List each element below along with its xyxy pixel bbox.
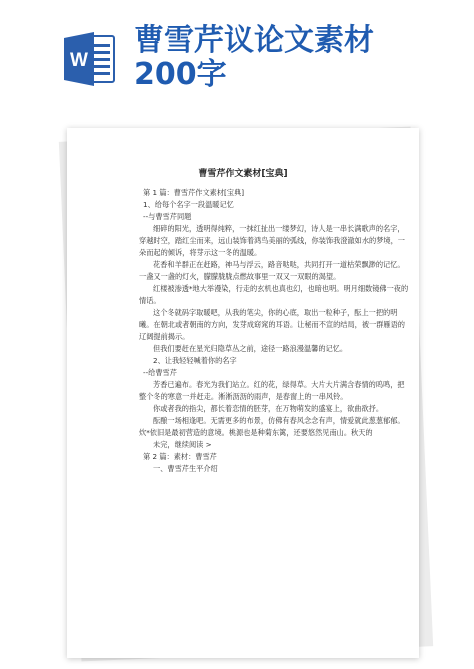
paragraph: 花香和羊群正在赶路，神马与浮云，路音哒哒，共同打开一道枯荣飘渺的记忆。一盏又一盏的灯火，朦朦胧胧点燃故事里一双又一双眼的渴望。 xyxy=(139,260,405,281)
page-title-line1: 曹雪芹议论文素材 xyxy=(134,23,374,58)
subtitle-3: 一、曹雪芹生平介绍 xyxy=(153,464,218,473)
continue-reading-link[interactable]: 未完，继续阅读 > xyxy=(153,440,212,449)
page-title xyxy=(134,24,454,92)
section-heading-2: 第 2 篇：素材：曹雪芹 xyxy=(143,452,217,461)
paragraph: 芳香已遍布。春光为我们站立。红的花，绿得草。大片大片满含春情的呜鸣，把整个冬的寒意一并赶走。淅淅沥沥的雨声，是春窗上的一串风铃。 xyxy=(139,380,405,401)
document-title: 曹雪芹作文素材[宝典] xyxy=(198,169,288,179)
document-preview-page[interactable] xyxy=(67,128,419,658)
paragraph: 酝酿一场相逢吧。无需更多的布景，仿佛有春风念念有声，情爱就此葱葱郁郁。炊*依旧是最初营造的意境。桃源也是种菊东篱，还要悠然见南山。秋天的 xyxy=(139,416,405,437)
word-logo-letter: W xyxy=(70,50,88,71)
word-document-icon xyxy=(64,30,116,88)
section-heading-1: 第 1 篇：曹雪芹作文素材[宝典] xyxy=(143,188,245,197)
dedication-1: --与曹雪芹同题 xyxy=(143,212,192,221)
paragraph: 红楼被渗透*地大举漫染，行走的玄机也真也幻，也暗也明。明月细数镜佛一夜的情话。 xyxy=(139,284,409,305)
dedication-2: --给曹雪芹 xyxy=(143,368,177,377)
paragraph: 这个冬就码字取暖吧，从我的笔尖，你的心底，取出一粒种子，酝上一把的明曦。在朝北或者朝南的方向，发芽成窈窕的耳语。让秘而不宣的结局，被一群雁语的辽阔提前揭示。 xyxy=(139,308,405,341)
subtitle-2: 2、让我轻轻喊着你的名字 xyxy=(153,356,237,365)
subtitle-1: 1、给每个名字一段温暖记忆 xyxy=(143,200,234,209)
page-title-line2: 200字 xyxy=(134,57,227,92)
paragraph: 细碎的阳光，透明得纯粹，一抹红扯出一缕梦幻，诗人是一串长满歌声的名字，穿越时空，踏红尘而来，远山装饰着鸿鸟美丽的弧线，你装饰我澄澈如水的梦境，一朵而起的倾诉，将芽示这一冬的温暖。 xyxy=(139,224,405,257)
document-body xyxy=(139,187,411,475)
paragraph: 但我们要赶在星光归隐草丛之前，途径一路浪漫温馨的记忆。 xyxy=(153,344,348,353)
paragraph: 你或者我的指尖，都长着恋情的胚芽，在万物萌发的盛宴上，欲曲欲抒。 xyxy=(153,404,384,413)
